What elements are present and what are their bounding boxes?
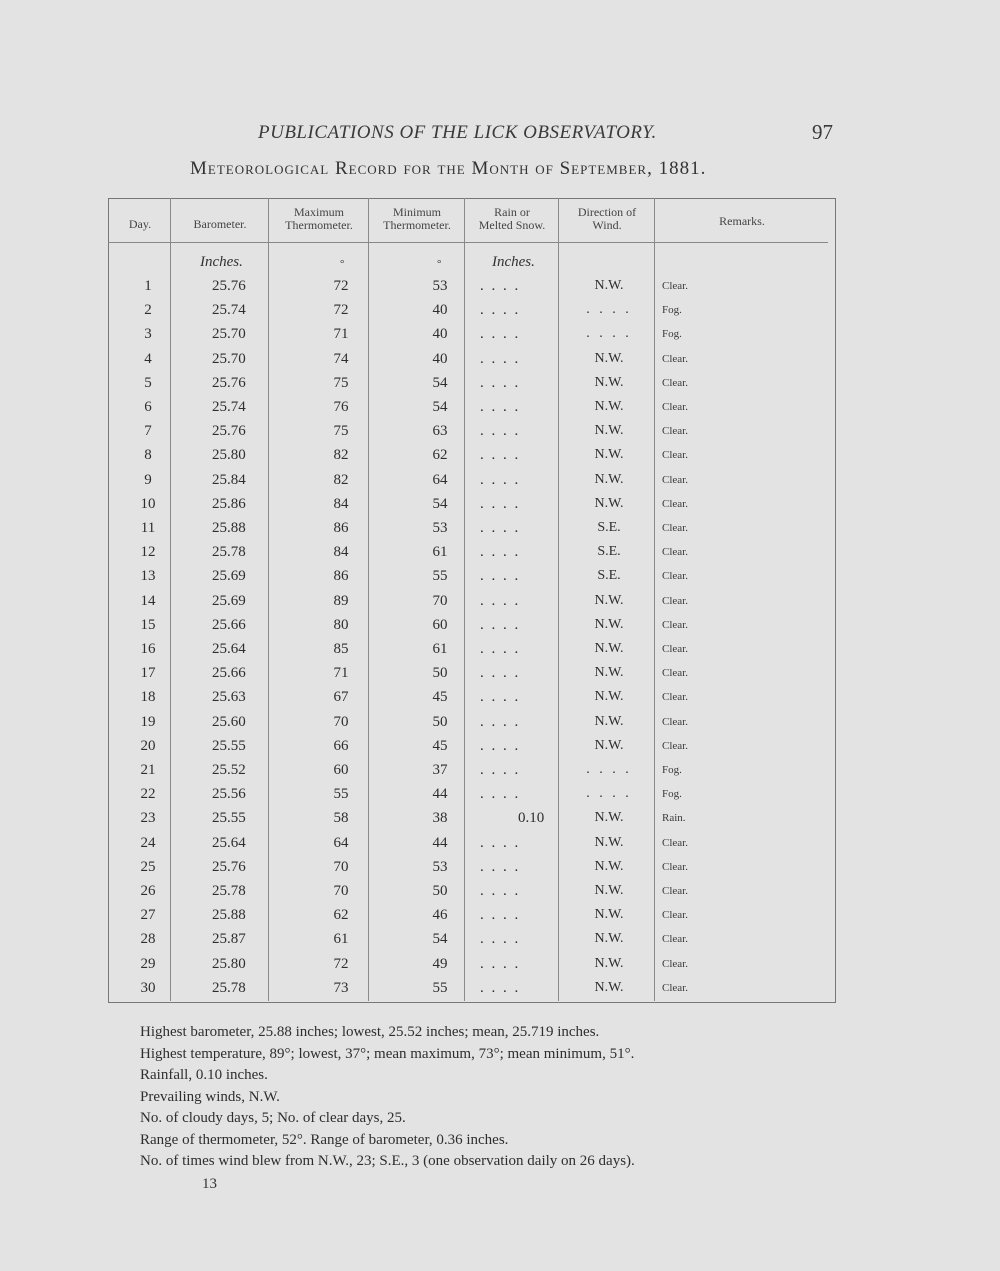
row-remarks: Fog. [662, 764, 682, 776]
row-remarks: Fog. [662, 328, 682, 340]
summary-line: Highest temperature, 89°; lowest, 37°; mean maximum, 73°; mean minimum, 51°. [140, 1045, 635, 1062]
row-rain: . . . . [480, 399, 521, 415]
row-wind: N.W. [594, 375, 624, 390]
row-barometer: 25.55 [212, 738, 246, 754]
row-barometer: 25.64 [212, 835, 246, 851]
row-rain: . . . . [480, 302, 521, 318]
row-wind: N.W. [594, 665, 624, 680]
row-day: 15 [140, 617, 156, 633]
row-max-temp: 60 [333, 762, 349, 778]
row-wind: N.W. [594, 641, 624, 656]
column-divider [268, 198, 269, 1001]
summary-line: No. of times wind blew from N.W., 23; S.E., 3 (one observation daily on 26 days). [140, 1153, 635, 1169]
row-min-temp: 54 [432, 931, 448, 947]
row-max-temp: 73 [333, 980, 349, 996]
row-max-temp: 86 [333, 520, 349, 536]
row-rain: . . . . [480, 351, 521, 367]
unit-min: ° [437, 258, 442, 270]
row-rain: . . . . [480, 375, 521, 391]
row-wind: N.W. [594, 931, 624, 946]
summary-line: Range of thermometer, 52°. Range of barometer, 0.36 inches. [140, 1131, 509, 1148]
row-wind: N.W. [594, 810, 624, 825]
row-wind: N.W. [594, 689, 624, 704]
row-barometer: 25.69 [212, 568, 246, 584]
row-day: 29 [140, 956, 156, 972]
row-day: 27 [140, 907, 156, 923]
row-remarks: Clear. [662, 982, 688, 994]
row-wind: N.W. [594, 617, 624, 632]
row-day: 10 [140, 496, 156, 512]
row-wind: N.W. [594, 835, 624, 850]
row-barometer: 25.70 [212, 351, 246, 367]
row-max-temp: 72 [333, 278, 349, 294]
summary-block [140, 1022, 840, 1173]
row-min-temp: 55 [432, 980, 448, 996]
header-barometer-label: Barometer. [193, 217, 247, 231]
row-day: 5 [144, 375, 152, 391]
row-wind: . . . . [586, 762, 632, 777]
row-rain: . . . . [480, 423, 521, 439]
row-min-temp: 45 [432, 689, 448, 705]
row-max-temp: 62 [333, 907, 349, 923]
row-remarks: Clear. [662, 691, 688, 703]
row-day: 12 [140, 544, 156, 560]
header-day-label: Day. [128, 217, 152, 231]
page-number: 97 [812, 120, 833, 144]
row-max-temp: 75 [333, 423, 349, 439]
unit-barometer: Inches. [200, 254, 243, 270]
row-barometer: 25.80 [212, 447, 246, 463]
row-min-temp: 64 [432, 472, 448, 488]
summary-line: No. of cloudy days, 5; No. of clear days, 25. [140, 1110, 406, 1126]
row-remarks: Clear. [662, 740, 688, 752]
row-day: 22 [140, 786, 156, 802]
row-barometer: 25.80 [212, 956, 246, 972]
row-min-temp: 40 [432, 326, 448, 342]
row-remarks: Clear. [662, 837, 688, 849]
row-barometer: 25.69 [212, 593, 246, 609]
row-rain: . . . . [480, 835, 521, 851]
header-rule [108, 242, 828, 243]
row-day: 19 [140, 714, 156, 730]
row-barometer: 25.76 [212, 423, 246, 439]
row-rain: . . . . [480, 447, 521, 463]
row-max-temp: 70 [333, 859, 349, 875]
row-wind: N.W. [594, 714, 624, 729]
row-max-temp: 71 [333, 665, 349, 681]
row-min-temp: 46 [432, 907, 448, 923]
row-barometer: 25.74 [212, 399, 246, 415]
row-rain: . . . . [480, 907, 521, 923]
summary-line: Prevailing winds, N.W. [140, 1088, 280, 1105]
row-min-temp: 63 [432, 423, 448, 439]
row-wind: . . . . [586, 326, 632, 341]
row-min-temp: 55 [432, 568, 448, 584]
header-rain-line1: Rain or [494, 205, 530, 219]
signature-mark: 13 [202, 1176, 217, 1192]
row-wind: N.W. [594, 907, 624, 922]
row-day: 1 [144, 278, 152, 294]
row-rain: . . . . [480, 641, 521, 657]
row-day: 17 [140, 665, 156, 681]
row-max-temp: 72 [333, 956, 349, 972]
row-wind: N.W. [594, 351, 624, 366]
row-barometer: 25.78 [212, 544, 246, 560]
row-barometer: 25.52 [212, 762, 246, 778]
row-max-temp: 58 [333, 810, 349, 826]
row-rain: . . . . [480, 859, 521, 875]
row-barometer: 25.88 [212, 520, 246, 536]
row-max-temp: 55 [333, 786, 349, 802]
unit-rain: Inches. [492, 254, 535, 270]
row-day: 8 [144, 447, 152, 463]
row-wind: N.W. [594, 472, 624, 487]
row-barometer: 25.56 [212, 786, 246, 802]
row-wind: S.E. [597, 568, 621, 583]
row-rain: . . . . [480, 931, 521, 947]
row-max-temp: 84 [333, 496, 349, 512]
row-max-temp: 64 [333, 835, 349, 851]
row-barometer: 25.76 [212, 859, 246, 875]
row-min-temp: 53 [432, 520, 448, 536]
row-max-temp: 80 [333, 617, 349, 633]
table-title: Meteorological Record for the Month of September, 1881. [190, 158, 707, 179]
row-day: 6 [144, 399, 152, 415]
row-wind: N.W. [594, 859, 624, 874]
row-max-temp: 74 [333, 351, 349, 367]
row-wind: N.W. [594, 423, 624, 438]
row-barometer: 25.63 [212, 689, 246, 705]
row-barometer: 25.76 [212, 278, 246, 294]
header-remarks [656, 215, 828, 228]
row-max-temp: 75 [333, 375, 349, 391]
row-rain: . . . . [480, 617, 521, 633]
row-remarks: Clear. [662, 716, 688, 728]
row-day: 20 [140, 738, 156, 754]
row-remarks: Clear. [662, 377, 688, 389]
row-remarks: Clear. [662, 909, 688, 921]
row-rain: . . . . [480, 278, 521, 294]
row-barometer: 25.78 [212, 883, 246, 899]
row-max-temp: 82 [333, 472, 349, 488]
row-rain: . . . . [480, 496, 521, 512]
row-day: 11 [140, 520, 156, 536]
header-wind-line2: Wind. [592, 218, 622, 232]
row-min-temp: 44 [432, 835, 448, 851]
row-barometer: 25.76 [212, 375, 246, 391]
row-max-temp: 82 [333, 447, 349, 463]
row-min-temp: 61 [432, 641, 448, 657]
row-wind: N.W. [594, 278, 624, 293]
row-barometer: 25.64 [212, 641, 246, 657]
row-max-temp: 70 [333, 883, 349, 899]
row-remarks: Clear. [662, 667, 688, 679]
row-rain: . . . . [480, 326, 521, 342]
row-min-temp: 54 [432, 375, 448, 391]
row-remarks: Clear. [662, 595, 688, 607]
row-remarks: Fog. [662, 788, 682, 800]
row-remarks: Clear. [662, 449, 688, 461]
row-remarks: Clear. [662, 885, 688, 897]
header-max-thermometer [270, 206, 368, 232]
row-barometer: 25.88 [212, 907, 246, 923]
row-min-temp: 45 [432, 738, 448, 754]
row-remarks: Clear. [662, 958, 688, 970]
row-remarks: Clear. [662, 546, 688, 558]
row-remarks: Clear. [662, 401, 688, 413]
header-min-thermometer [370, 206, 464, 232]
row-min-temp: 44 [432, 786, 448, 802]
row-rain: . . . . [480, 980, 521, 996]
row-day: 28 [140, 931, 156, 947]
row-min-temp: 53 [432, 278, 448, 294]
row-barometer: 25.78 [212, 980, 246, 996]
row-day: 25 [140, 859, 156, 875]
row-min-temp: 40 [432, 302, 448, 318]
row-rain: . . . . [480, 665, 521, 681]
row-remarks: Clear. [662, 861, 688, 873]
header-wind [560, 206, 654, 232]
row-min-temp: 61 [432, 544, 448, 560]
row-barometer: 25.55 [212, 810, 246, 826]
row-day: 3 [144, 326, 152, 342]
header-rain-line2: Melted Snow. [478, 218, 546, 232]
row-barometer: 25.86 [212, 496, 246, 512]
running-head: PUBLICATIONS OF THE LICK OBSERVATORY. [258, 122, 657, 143]
row-max-temp: 70 [333, 714, 349, 730]
row-day: 16 [140, 641, 156, 657]
header-rain [466, 206, 558, 232]
header-remarks-label: Remarks. [719, 214, 765, 228]
row-rain: 0.10 [518, 810, 545, 826]
row-max-temp: 67 [333, 689, 349, 705]
row-rain: . . . . [480, 593, 521, 609]
row-wind: S.E. [597, 544, 621, 559]
column-divider [654, 198, 655, 1001]
row-min-temp: 53 [432, 859, 448, 875]
row-day: 30 [140, 980, 156, 996]
row-min-temp: 54 [432, 496, 448, 512]
row-remarks: Clear. [662, 933, 688, 945]
row-day: 2 [144, 302, 152, 318]
row-rain: . . . . [480, 714, 521, 730]
summary-line: Highest barometer, 25.88 inches; lowest, 25.52 inches; mean, 25.719 inches. [140, 1024, 600, 1040]
row-min-temp: 50 [432, 665, 448, 681]
row-min-temp: 60 [432, 617, 448, 633]
row-day: 13 [140, 568, 156, 584]
row-max-temp: 72 [333, 302, 349, 318]
header-min-line2: Thermometer. [383, 218, 451, 232]
row-max-temp: 61 [333, 931, 349, 947]
row-wind: N.W. [594, 447, 624, 462]
row-barometer: 25.66 [212, 665, 246, 681]
row-remarks: Clear. [662, 280, 688, 292]
row-rain: . . . . [480, 472, 521, 488]
header-barometer [172, 218, 268, 231]
row-rain: . . . . [480, 883, 521, 899]
row-day: 7 [144, 423, 152, 439]
header-min-line1: Minimum [392, 205, 441, 219]
row-min-temp: 62 [432, 447, 448, 463]
row-max-temp: 76 [333, 399, 349, 415]
row-rain: . . . . [480, 956, 521, 972]
row-min-temp: 50 [432, 714, 448, 730]
row-day: 26 [140, 883, 156, 899]
row-min-temp: 49 [432, 956, 448, 972]
row-max-temp: 86 [333, 568, 349, 584]
row-wind: N.W. [594, 956, 624, 971]
row-wind: N.W. [594, 883, 624, 898]
row-remarks: Clear. [662, 619, 688, 631]
row-wind: . . . . [586, 302, 632, 317]
row-max-temp: 84 [333, 544, 349, 560]
row-min-temp: 37 [432, 762, 448, 778]
row-remarks: Clear. [662, 570, 688, 582]
row-wind: N.W. [594, 399, 624, 414]
row-rain: . . . . [480, 786, 521, 802]
row-day: 4 [144, 351, 152, 367]
row-remarks: Clear. [662, 498, 688, 510]
row-day: 23 [140, 810, 156, 826]
header-max-line2: Thermometer. [285, 218, 353, 232]
row-min-temp: 38 [432, 810, 448, 826]
row-min-temp: 54 [432, 399, 448, 415]
row-wind: N.W. [594, 738, 624, 753]
row-min-temp: 40 [432, 351, 448, 367]
row-barometer: 25.84 [212, 472, 246, 488]
row-barometer: 25.60 [212, 714, 246, 730]
header-wind-line1: Direction of [577, 205, 637, 219]
row-barometer: 25.66 [212, 617, 246, 633]
row-day: 9 [144, 472, 152, 488]
row-remarks: Clear. [662, 353, 688, 365]
row-rain: . . . . [480, 738, 521, 754]
row-min-temp: 50 [432, 883, 448, 899]
row-wind: N.W. [594, 496, 624, 511]
unit-max: ° [340, 258, 345, 270]
row-remarks: Clear. [662, 425, 688, 437]
row-max-temp: 85 [333, 641, 349, 657]
header-max-line1: Maximum [294, 205, 344, 219]
row-max-temp: 89 [333, 593, 349, 609]
row-wind: N.W. [594, 593, 624, 608]
row-day: 21 [140, 762, 156, 778]
row-remarks: Clear. [662, 643, 688, 655]
column-divider [558, 198, 559, 1001]
row-rain: . . . . [480, 520, 521, 536]
row-day: 18 [140, 689, 156, 705]
row-max-temp: 71 [333, 326, 349, 342]
row-barometer: 25.70 [212, 326, 246, 342]
header-day [110, 218, 170, 231]
row-day: 14 [140, 593, 156, 609]
row-barometer: 25.74 [212, 302, 246, 318]
row-wind: N.W. [594, 980, 624, 995]
row-rain: . . . . [480, 568, 521, 584]
row-remarks: Clear. [662, 474, 688, 486]
row-barometer: 25.87 [212, 931, 246, 947]
row-rain: . . . . [480, 544, 521, 560]
row-remarks: Fog. [662, 304, 682, 316]
row-wind: . . . . [586, 786, 632, 801]
row-max-temp: 66 [333, 738, 349, 754]
row-remarks: Rain. [662, 812, 686, 824]
row-min-temp: 70 [432, 593, 448, 609]
row-day: 24 [140, 835, 156, 851]
row-rain: . . . . [480, 689, 521, 705]
summary-line: Rainfall, 0.10 inches. [140, 1067, 268, 1083]
row-wind: S.E. [597, 520, 621, 535]
row-remarks: Clear. [662, 522, 688, 534]
row-rain: . . . . [480, 762, 521, 778]
